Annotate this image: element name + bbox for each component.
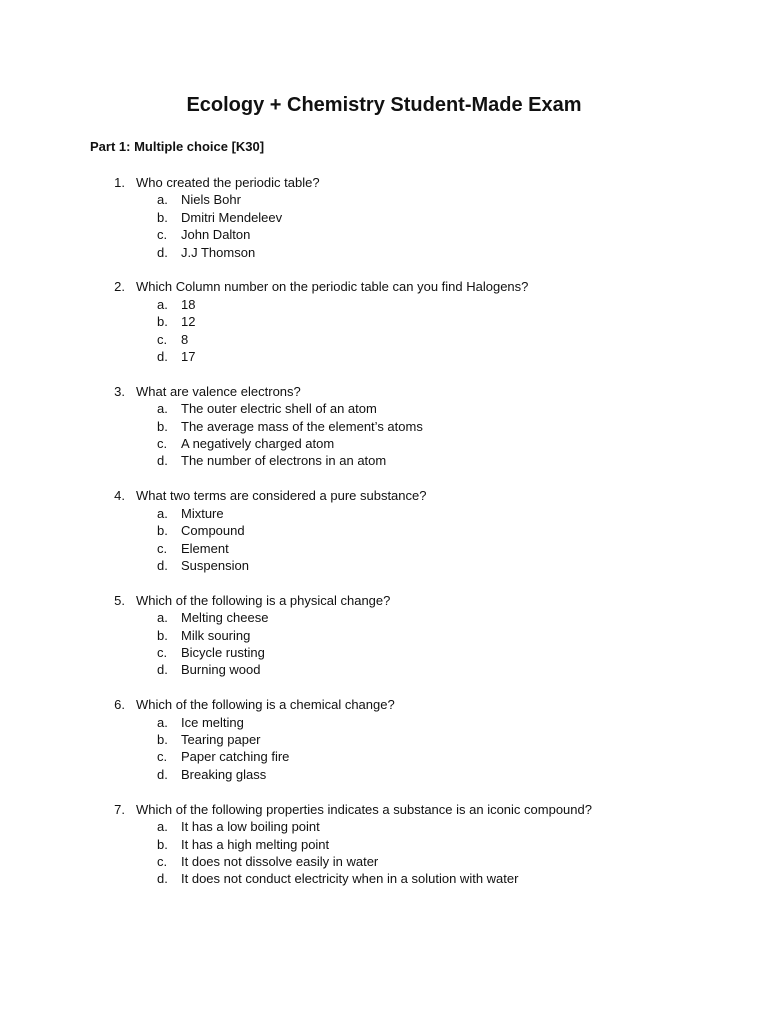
question-list: [0, 174, 768, 905]
option-letter: d.: [157, 871, 168, 887]
option-letter: c.: [157, 436, 168, 452]
option-letter: b.: [157, 836, 168, 852]
answer-option: [0, 313, 768, 330]
answer-option: [0, 244, 768, 261]
option-text: The outer electric shell of an atom: [181, 401, 377, 417]
option-letter: a.: [157, 610, 168, 626]
answer-option: [0, 627, 768, 644]
option-text: Element: [181, 540, 229, 556]
answer-option: [0, 296, 768, 313]
option-letter: d.: [157, 557, 168, 573]
question-number: 3.: [114, 383, 125, 399]
option-text: Milk souring: [181, 627, 251, 643]
option-letter: c.: [157, 540, 168, 556]
option-text: John Dalton: [181, 227, 251, 243]
answer-option: [0, 191, 768, 208]
exam-title: Ecology + Chemistry Student-Made Exam: [186, 94, 582, 116]
option-letter: b.: [157, 418, 168, 434]
question-text: Which Column number on the periodic table can you find Halogens?: [136, 279, 529, 295]
option-text: It has a low boiling point: [181, 819, 320, 835]
answer-option: [0, 853, 768, 870]
answer-option: [0, 348, 768, 365]
option-text: It does not dissolve easily in water: [181, 853, 379, 869]
question-number: 2.: [114, 279, 125, 295]
option-text: Paper catching fire: [181, 749, 290, 765]
option-text: Tearing paper: [181, 732, 261, 748]
option-text: Breaking glass: [181, 766, 267, 782]
option-letter: d.: [157, 244, 168, 260]
option-letter: b.: [157, 627, 168, 643]
answer-option: [0, 505, 768, 522]
question-number: 1.: [114, 175, 125, 190]
answer-option: [0, 748, 768, 765]
option-letter: c.: [157, 227, 168, 243]
option-letter: d.: [157, 453, 168, 469]
answer-option: [0, 714, 768, 731]
answer-option: [0, 522, 768, 539]
question-number: 4.: [114, 488, 125, 504]
answer-option: [0, 209, 768, 226]
question-item: [0, 696, 768, 783]
option-text: 12: [181, 314, 196, 330]
question-number: 5.: [114, 592, 125, 608]
question-text: Which of the following is a chemical change?: [136, 697, 395, 713]
answer-option: [0, 766, 768, 783]
question-text: Who created the periodic table?: [136, 175, 320, 190]
option-letter: a.: [157, 714, 168, 730]
question-item: [0, 174, 768, 261]
question-item: [0, 383, 768, 470]
option-letter: d.: [157, 766, 168, 782]
question-item: [0, 278, 768, 365]
option-letter: b.: [157, 732, 168, 748]
option-text: 18: [181, 296, 196, 312]
answer-option: [0, 609, 768, 626]
question-stem: [0, 696, 768, 713]
question-stem: [0, 383, 768, 400]
option-text: Suspension: [181, 557, 249, 573]
option-letter: a.: [157, 296, 168, 312]
option-text: 8: [181, 331, 189, 347]
question-text: What two terms are considered a pure substance?: [136, 488, 427, 504]
option-text: Dmitri Mendeleev: [181, 209, 283, 225]
option-text: J.J Thomson: [181, 244, 256, 260]
option-text: The average mass of the element’s atoms: [181, 418, 423, 434]
answer-option: [0, 540, 768, 557]
answer-option: [0, 644, 768, 661]
option-text: Burning wood: [181, 662, 261, 678]
question-item: [0, 801, 768, 888]
question-stem: [0, 592, 768, 609]
question-stem: [0, 174, 768, 191]
option-letter: d.: [157, 349, 168, 365]
answer-option: [0, 836, 768, 853]
question-number: 6.: [114, 697, 125, 713]
option-letter: a.: [157, 401, 168, 417]
question-item: [0, 592, 768, 679]
answer-option: [0, 557, 768, 574]
option-text: Compound: [181, 523, 245, 539]
answer-option: [0, 400, 768, 417]
option-letter: c.: [157, 644, 168, 660]
question-text: What are valence electrons?: [136, 383, 301, 399]
answer-option: [0, 661, 768, 678]
answer-option: [0, 226, 768, 243]
option-letter: a.: [157, 192, 168, 208]
answer-option: [0, 731, 768, 748]
option-text: 17: [181, 349, 196, 365]
option-letter: d.: [157, 662, 168, 678]
question-item: [0, 487, 768, 574]
option-text: Bicycle rusting: [181, 644, 265, 660]
answer-option: [0, 818, 768, 835]
question-stem: [0, 487, 768, 504]
option-letter: b.: [157, 314, 168, 330]
option-letter: c.: [157, 749, 168, 765]
option-letter: b.: [157, 523, 168, 539]
option-letter: c.: [157, 853, 168, 869]
option-text: Niels Bohr: [181, 192, 241, 208]
question-text: Which of the following is a physical change?: [136, 592, 391, 608]
answer-option: [0, 870, 768, 887]
option-text: Mixture: [181, 505, 224, 521]
option-letter: a.: [157, 505, 168, 521]
option-text: A negatively charged atom: [181, 436, 335, 452]
part-heading: Part 1: Multiple choice [K30]: [90, 139, 265, 154]
question-stem: [0, 801, 768, 818]
option-text: It has a high melting point: [181, 836, 330, 852]
question-number: 7.: [114, 801, 125, 817]
question-stem: [0, 278, 768, 295]
option-text: Melting cheese: [181, 610, 269, 626]
option-letter: a.: [157, 819, 168, 835]
option-letter: b.: [157, 209, 168, 225]
answer-option: [0, 331, 768, 348]
answer-option: [0, 452, 768, 469]
option-text: It does not conduct electricity when in a solution with water: [181, 871, 519, 887]
answer-option: [0, 435, 768, 452]
option-text: Ice melting: [181, 714, 244, 730]
option-text: The number of electrons in an atom: [181, 453, 387, 469]
answer-option: [0, 418, 768, 435]
question-text: Which of the following properties indicates a substance is an iconic compound?: [136, 801, 592, 817]
option-letter: c.: [157, 331, 168, 347]
